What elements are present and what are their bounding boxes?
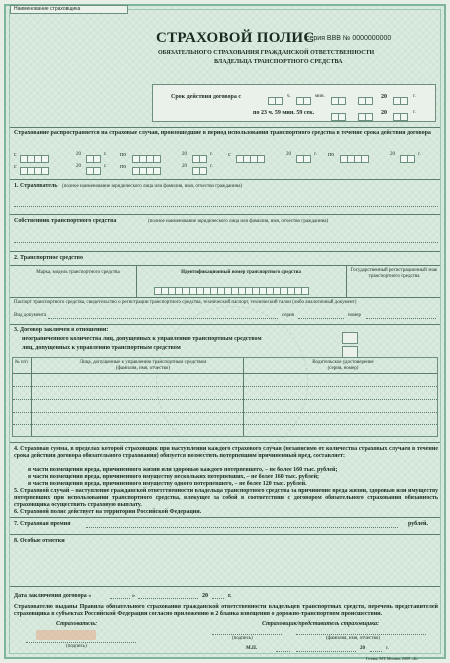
drivers-table: № п/п Лица, допущенные к управлению транспортным средством (фамилия, имя, отчество) Водительское удостоверение (серия, номер) bbox=[12, 357, 438, 437]
doc-series-field[interactable] bbox=[298, 318, 344, 319]
policy-subtitle-2: ВЛАДЕЛЬЦА ТРАНСПОРТНОГО СРЕДСТВА bbox=[214, 59, 343, 65]
table-row[interactable] bbox=[13, 412, 437, 413]
insured-event-paragraph: 5. Страховой случай – наступление гражданской ответственности владельца транспортного средства за причинение вреда жизни, здоровью или имуществу потерпевших при использовании транспортного средства, влекущее за собой в соответствии с договором обязательного страхования обязанность страховщика осуществить страховую выплату. bbox=[14, 488, 438, 508]
drivers-col-name: Лица, допущенные к управлению транспортным средством bbox=[79, 360, 207, 365]
insurer-field[interactable] bbox=[14, 206, 438, 207]
signature-right-label: Страховщик/представитель страховщика: bbox=[262, 621, 380, 627]
vehicle-col-plate: Государственный регистрационный знак транспортного средства bbox=[350, 268, 438, 279]
conclusion-day[interactable] bbox=[110, 598, 130, 599]
premium-field[interactable] bbox=[86, 527, 398, 528]
signature-day[interactable] bbox=[276, 651, 290, 652]
term-box: Срок действия договора с ч. мин. 20 г. по 23 ч. 59 мин. 59 сек. 20 г. bbox=[152, 84, 436, 122]
notes-label: 8. Особые отметки bbox=[14, 538, 65, 544]
sum-paragraph: 4. Страховая сумма, в пределах которой страховщик при наступлении каждого страхового случая (независимо от количества страховых случаев в течение срока действия договора обязательного страхования) обязуется возместить потерпевшим причиненный вред, составляет: bbox=[14, 446, 438, 459]
sum-line-1: в части возмещения вреда, причиненного жизни или здоровью каждого потерпевшего, – не более 160 тыс. рублей; bbox=[28, 467, 338, 473]
term-start-hour[interactable] bbox=[268, 92, 282, 110]
print-info: Гознак, МТ, Москва, 2009. «Б» bbox=[366, 656, 419, 661]
drivers-col-no: № п/п bbox=[15, 360, 28, 365]
rules-text: Страхователю выданы Правила обязательного страхования гражданской ответственности владельцев транспортных средств, перечень представителей страховщика в субъектах Российской Федерации согласно приложению и 2 бланка извещения о дорожно-транспортном происшествии. bbox=[14, 604, 438, 617]
policy-subtitle-1: ОБЯЗАТЕЛЬНОГО СТРАХОВАНИЯ ГРАЖДАНСКОЙ ОТВЕТСТВЕННОСТИ bbox=[158, 50, 375, 56]
policy-series: серия ВВВ № 0000000000 bbox=[306, 35, 392, 42]
periods-fields: с 20 г. по 20 г. с 20 г. по 20 г. с 20 г. по 20 г. bbox=[14, 150, 438, 174]
drivers-col-license: Водительское удостоверение bbox=[312, 360, 374, 365]
term-end-day[interactable] bbox=[331, 108, 345, 126]
signature-month[interactable] bbox=[296, 651, 356, 652]
drivers-unlimited: неограниченного количества лиц, допущенных к управлению транспортным средством bbox=[22, 336, 262, 342]
table-row[interactable] bbox=[13, 386, 437, 387]
vehicle-label: 2. Транспортное средство bbox=[14, 255, 83, 261]
owner-hint: (полное наименование юридического лица или фамилия, имя, отчество гражданина) bbox=[148, 219, 329, 224]
term-end-month[interactable] bbox=[358, 108, 372, 126]
table-row[interactable] bbox=[13, 424, 437, 425]
signature-year[interactable] bbox=[370, 651, 382, 652]
policy-sheet: Наименование страховщика СТРАХОВОЙ ПОЛИС серия ВВВ № 0000000000 ОБЯЗАТЕЛЬНОГО СТРАХОВАНИЯ ГРАЖДАНСКОЙ ОТВЕТСТВЕННОСТИ ВЛАДЕЛЬЦА ТРАНСПОРТНОГО СРЕДСТВА Срок действия договора с ч. мин. 20 г. по 23 ч. 59 мин. 59 сек. 20 г. Страхование распространяется на страховые случаи, произошедшие в период использования транспортного средства в течение срока действия договора с 20 г. по 20 г. с 20 г. по 20 г. с 20 г. по 20 г. 1. Страхователь (полное наименование юридического лица или фамилия, имя, отчество гражданина) Собственник транспортного средства (полное наименование юридического лица или фамилия, имя, отчество гражданина) 2. Транспортное средство Марка, модель транспортного средства Идентификационный номер транспортного средства Государственный регистрационный знак транспортного средства Паспорт транспортного средства, свидетельство о регистрации транспортного средства, технический паспорт, технический талон (либо аналогичный документ) Вид документа серия номер 3. Договор заключен в отношении: неограниченного количества лиц, допущенных к управлению транспортным средством лиц, допущенных к управлению транспортным средством № п/п Лица, допущенные к управлению транспортным средством (фамилия, имя, отчество) Водительское удостоверение (серия, номер) 4. Страховая сумма, в пределах которой страховщик при наступлении каждого страхового случая (независимо от количества страховых случаев в течение срока действия договора обязательного страхования) обязуется возместить потерпевшим причиненный вред, составляет: в части возмещения вреда, причиненного жизни или здоровью каждого потерпевшего, – не более 160 тыс. рублей; в части возмещения вреда, причиненного имуществу нескольких потерпевших, – не более 160 тыс. рублей; в части возмещения вреда, причиненного имуществу одного потерпевшего, – не более 120 тыс. рублей. 5. Страховой случай – наступление гражданской ответственности владельца транспортного средства за причинение вреда жизни, здоровью или имуществу потерпевших при использовании транспортного средства, влекущее за собой в соответствии с договором обязательного страхования обязанность страховщика осуществить страховую выплату. 6. Страховой полис действует на территории Российской Федерации. 7. Страховая премия рублей. 8. Особые отметки Дата заключения договора « » 20 г. Страхователю выданы Правила обязательного страхования гражданской ответственности владельцев транспортных средств, перечень представителей страховщика в субъектах Российской Федерации согласно приложению и 2 бланка извещения о дорожно-транспортном происшествии. Страхователь: (подпись) Страховщик/представитель страховщика: (подпись) (фамилия, имя, отчество) М.П. 20 г. Гознак, МТ, Москва, 2009. «Б» bbox=[4, 4, 446, 659]
signature-left-label: Страхователь: bbox=[56, 621, 98, 627]
territory-paragraph: 6. Страховой полис действует на территории Российской Федерации. bbox=[14, 509, 202, 515]
drivers-limited: лиц, допущенных к управлению транспортным средством bbox=[22, 345, 181, 351]
signature-left-field[interactable] bbox=[26, 642, 136, 643]
doc-type-field[interactable] bbox=[48, 318, 278, 319]
owner-field[interactable] bbox=[14, 242, 438, 243]
insurer-label: 1. Страхователь bbox=[14, 183, 58, 189]
premium-label: 7. Страховая премия bbox=[14, 521, 71, 527]
term-to-label: по 23 ч. 59 мин. 59 сек. bbox=[253, 110, 315, 116]
vehicle-passport: Паспорт транспортного средства, свидетельство о регистрации транспортного средства, технический паспорт, технический талон (либо аналогичный документ) bbox=[14, 300, 357, 305]
doc-number-field[interactable] bbox=[366, 318, 436, 319]
insurer-name-tab: Наименование страховщика bbox=[10, 5, 128, 14]
term-end-year[interactable] bbox=[393, 108, 407, 126]
sum-line-3: в части возмещения вреда, причиненного имуществу одного потерпевшего, – не более 120 тыс. рублей. bbox=[28, 481, 307, 487]
vehicle-col-vin: Идентификационный номер транспортного средства bbox=[181, 270, 301, 275]
periods-text: Страхование распространяется на страховые случаи, произошедшие в период использования транспортного средства в течение срока действия договора bbox=[14, 130, 431, 136]
table-row[interactable] bbox=[13, 399, 437, 400]
insurer-hint: (полное наименование юридического лица или фамилия, имя, отчество гражданина) bbox=[62, 184, 243, 189]
signature-right-name[interactable] bbox=[296, 634, 426, 635]
term-start-min[interactable] bbox=[296, 92, 310, 110]
stamp-mark bbox=[36, 630, 96, 640]
owner-label: Собственник транспортного средства bbox=[14, 218, 117, 224]
sum-line-2: в части возмещения вреда, причиненного имуществу нескольких потерпевших, – не более 160 тыс. рублей; bbox=[28, 474, 320, 480]
conclusion-label: Дата заключения договора « bbox=[14, 593, 92, 599]
signature-right-field[interactable] bbox=[212, 634, 282, 635]
unlimited-checkbox[interactable] bbox=[342, 332, 358, 344]
conclusion-month[interactable] bbox=[138, 598, 198, 599]
policy-title: СТРАХОВОЙ ПОЛИС bbox=[156, 30, 315, 46]
term-label: Срок действия договора с bbox=[171, 94, 241, 100]
premium-unit: рублей. bbox=[408, 521, 429, 527]
conclusion-year[interactable] bbox=[212, 598, 224, 599]
drivers-label: 3. Договор заключен в отношении: bbox=[14, 327, 109, 333]
vehicle-col-model: Марка, модель транспортного средства bbox=[36, 270, 120, 275]
